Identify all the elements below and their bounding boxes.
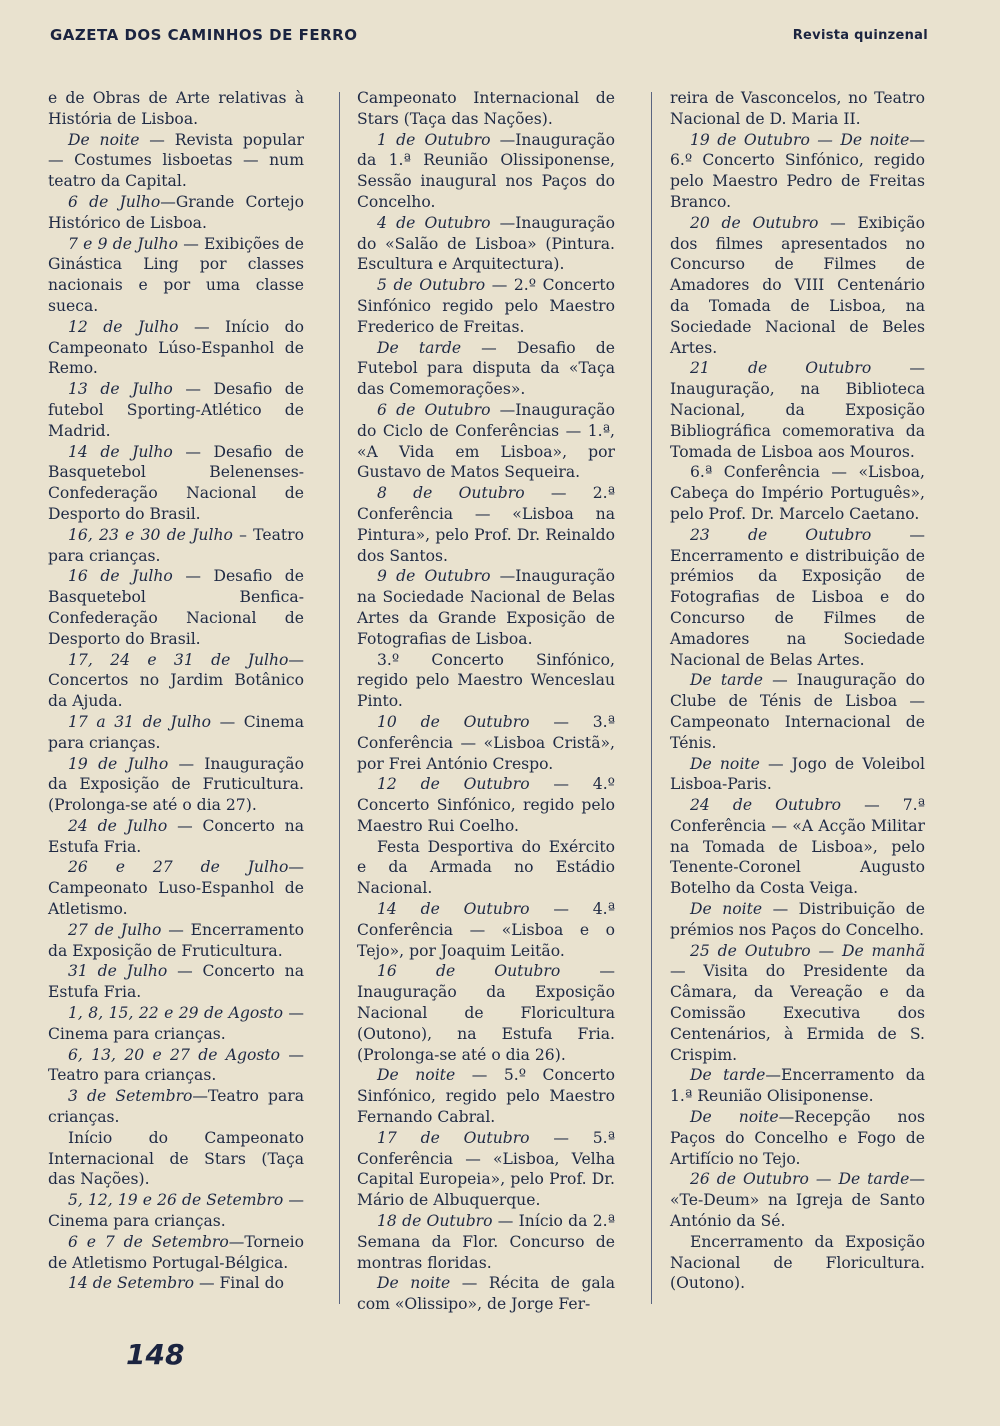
entry-text: — 2.ª Conferência — «Lisboa na Pintura», pelo Prof. Dr. Reinaldo dos Santos. — [357, 484, 615, 565]
entry-date: De noite — [68, 130, 140, 149]
entry-date: 13 de Julho — [68, 380, 173, 399]
entry-text: — Início do Campeonato Lúso-Espanhol de Remo. — [48, 317, 304, 378]
entry-date: 17 a 31 de Julho — [68, 712, 212, 731]
calendar-entry — [48, 754, 304, 816]
entry-text: — «Te-Deum» na Igreja de Santo António da Sé. — [670, 1170, 925, 1231]
entry-text: — Desafio de Basquetebol Belenenses-Confederação Nacional de Desporto do Brasil. — [48, 442, 304, 523]
text-column-1 — [48, 88, 304, 1294]
entry-date: 14 de Outubro — [377, 900, 530, 919]
calendar-entry — [48, 130, 304, 192]
entry-date: 16 de Julho — [68, 567, 173, 586]
calendar-entry — [357, 837, 615, 899]
entry-date: 25 de Outubro — De manhã — [690, 941, 925, 960]
journal-title: GAZETA DOS CAMINHOS DE FERRO — [50, 26, 358, 44]
calendar-entry — [48, 88, 304, 130]
entry-text: — Inauguração, na Biblioteca Nacional, da Exposição Bibliográfica comemorativa da Tomada de Lisboa aos Mouros. — [670, 359, 925, 461]
entry-text: — Revista popular — Costumes lisboetas — num teatro da Capital. — [48, 130, 304, 191]
entry-text: — 2.º Concerto Sinfónico regido pelo Maestro Frederico de Freitas. — [357, 276, 616, 336]
entry-text: — Exibição dos filmes apresentados no Concurso de Filmes de Amadores do VIII Centenário da Tomada de Lisboa, na Sociedade Nacional de Beles Artes. — [670, 213, 925, 357]
entry-date: 3 de Setembro — [68, 1087, 193, 1106]
entry-date: 16, 23 e 30 de Julho — [68, 525, 233, 544]
calendar-entry — [670, 1232, 925, 1294]
entry-text: — Desafio de futebol Sporting-Atlético de Madrid. — [48, 380, 304, 440]
calendar-entry — [670, 358, 925, 462]
calendar-entry — [357, 1128, 615, 1211]
entry-text: — 6.º Concerto Sinfónico, regido pelo Maestro Pedro de Freitas Branco. — [670, 130, 925, 211]
entry-date: 10 de Outubro — [377, 712, 530, 731]
entry-text: — Desafio de Futebol para disputa da «Taça das Comemorações». — [357, 338, 615, 399]
entry-date: 21 de Outubro — [690, 359, 872, 378]
entry-text: — 3.ª Conferência — «Lisboa Cristã», por Frei António Crespo. — [357, 712, 615, 773]
calendar-entry — [670, 1065, 925, 1107]
entry-text: — Campeonato Luso-Espanhol de Atletismo. — [48, 858, 304, 919]
entry-date: 5 de Outubro — [377, 276, 486, 295]
calendar-entry — [357, 566, 615, 649]
calendar-entry — [48, 442, 304, 525]
entry-text: Início do Campeonato Internacional de Stars (Taça das Nações). — [48, 1128, 304, 1189]
column-divider — [339, 92, 340, 1304]
text-column-3 — [670, 88, 925, 1294]
calendar-entry — [357, 213, 615, 275]
journal-subtitle: Revista quinzenal — [792, 28, 928, 43]
entry-text: — Cinema para crianças. — [48, 712, 305, 752]
calendar-entry — [48, 920, 304, 962]
entry-text: — Concerto na Estufa Fria. — [48, 962, 304, 1002]
entry-text: —Recepção nos Paços do Concelho e Fogo de Artifício no Tejo. — [670, 1108, 925, 1168]
calendar-entry — [357, 1273, 615, 1315]
calendar-entry — [48, 1273, 304, 1294]
entry-text: —Teatro para crianças. — [48, 1087, 305, 1127]
calendar-entry — [48, 712, 304, 754]
entry-text: — Distribuição de prémios nos Paços do Concelho. — [670, 900, 925, 939]
entry-date: 31 de Julho — [68, 962, 168, 981]
entry-date: 8 de Outubro — [377, 484, 525, 503]
entry-date: 19 de Outubro — De noite — [690, 130, 910, 149]
entry-date: 14 de Setembro — [68, 1274, 194, 1293]
calendar-entry — [670, 213, 925, 359]
entry-date: 17 de Outubro — [377, 1128, 530, 1147]
entry-date: 18 de Outubro — [377, 1212, 493, 1231]
entry-text: — Visita do Presidente da Câmara, da Vereação e da Comissão Executiva dos Centenários, à Ermida de S. Crispim. — [670, 962, 925, 1064]
calendar-entry — [357, 650, 615, 712]
entry-date: 17, 24 e 31 de Julho — [68, 650, 289, 669]
entry-text: 6.ª Conferência — «Lisboa, Cabeça do Império Português», pelo Prof. Dr. Marcelo Caetano. — [670, 463, 925, 523]
entry-date: 1, 8, 15, 22 e 29 de Agosto — [68, 1004, 283, 1023]
entry-text: — Concertos no Jardim Botânico da Ajuda. — [48, 650, 304, 711]
entry-date: 24 de Julho — [68, 816, 168, 835]
entry-date: De noite — [690, 1108, 779, 1127]
calendar-entry — [670, 941, 925, 1066]
calendar-entry — [670, 754, 925, 796]
entry-text: — 4.º Concerto Sinfónico, regido pelo Maestro Rui Coelho. — [357, 775, 615, 835]
entry-text: e de Obras de Arte relativas à História de Lisboa. — [48, 89, 304, 128]
calendar-entry — [48, 1086, 304, 1128]
calendar-entry — [357, 275, 615, 337]
entry-text: Encerramento da Exposição Nacional de Floricultura. (Outono). — [670, 1232, 925, 1293]
entry-text: —Grande Cortejo Histórico de Lisboa. — [48, 192, 304, 232]
calendar-entry — [48, 525, 304, 567]
calendar-entry — [670, 88, 925, 130]
calendar-entry — [357, 130, 615, 213]
calendar-entry — [48, 234, 304, 317]
entry-date: 7 e 9 de Julho — [68, 234, 178, 253]
entry-date: 5, 12, 19 e 26 de Setembro — [68, 1191, 284, 1210]
entry-text: — 5.º Concerto Sinfónico, regido pelo Maestro Fernando Cabral. — [357, 1066, 615, 1127]
entry-text: — Cinema para crianças. — [48, 1004, 304, 1043]
entry-date: De noite — [690, 754, 760, 773]
calendar-entry — [48, 1045, 304, 1087]
entry-text: — Final do — [193, 1274, 284, 1293]
entry-text: — Desafio de Basquetebol Benfica-Confederação Nacional de Desporto do Brasil. — [48, 567, 304, 648]
calendar-entry — [670, 670, 925, 753]
entry-date: De noite — [377, 1066, 456, 1085]
text-column-2 — [357, 88, 615, 1315]
calendar-entry — [357, 961, 615, 1065]
entry-text: —Inauguração do «Salão de Lisboa» (Pintura. Escultura e Arquitectura). — [357, 213, 615, 274]
entry-text: — Exibições de Ginástica Ling por classes nacionais e por uma classe sueca. — [48, 234, 304, 315]
entry-date: 24 de Outubro — [690, 796, 842, 815]
entry-text: —Inauguração da 1.ª Reunião Olissiponense, Sessão inaugural nos Paços do Concelho. — [357, 130, 615, 211]
entry-date: 12 de Outubro — [377, 775, 530, 794]
entry-date: De noite — [377, 1274, 451, 1293]
entry-date: 6 e 7 de Setembro — [68, 1232, 229, 1251]
entry-date: 6, 13, 20 e 27 de Agosto — [68, 1045, 281, 1064]
entry-text: 3.º Concerto Sinfónico, regido pelo Maestro Wenceslau Pinto. — [357, 650, 615, 711]
entry-text: — Inauguração da Exposição de Fruticultura. (Prolonga-se até o dia 27). — [48, 754, 304, 815]
calendar-entry — [48, 1128, 304, 1190]
calendar-entry — [357, 338, 615, 400]
entry-text: — Récita de gala com «Olissipo», de Jorge Fer- — [357, 1274, 616, 1314]
entry-date: 6 de Outubro — [377, 400, 491, 419]
calendar-entry — [48, 1003, 304, 1045]
entry-date: 26 e 27 de Julho — [68, 858, 289, 877]
entry-date: 6 de Julho — [68, 192, 161, 211]
calendar-entry — [670, 130, 925, 213]
entry-date: 20 de Outubro — [690, 213, 819, 232]
calendar-entry — [48, 650, 304, 712]
calendar-entry — [357, 1065, 615, 1127]
entry-date: 14 de Julho — [68, 442, 173, 461]
calendar-entry — [357, 712, 615, 774]
entry-date: 1 de Outubro — [377, 130, 491, 149]
calendar-entry — [357, 774, 615, 836]
entry-text: Campeonato Internacional de Stars (Taça das Nações). — [357, 89, 615, 128]
calendar-entry — [357, 1211, 615, 1273]
calendar-entry — [48, 1232, 304, 1274]
entry-text: — Inauguração do Clube de Ténis de Lisboa — Campeonato Internacional de Ténis. — [670, 671, 925, 752]
calendar-entry — [670, 795, 925, 899]
entry-text: — Cinema para crianças. — [48, 1191, 304, 1231]
page-header — [50, 26, 928, 48]
calendar-entry — [670, 1107, 925, 1169]
entry-date: De noite — [690, 900, 763, 919]
entry-text: Festa Desportiva do Exército e da Armada no Estádio Nacional. — [357, 837, 615, 898]
entry-text: — Encerramento da Exposição de Fruticultura. — [48, 920, 304, 960]
calendar-entry — [48, 566, 304, 649]
entry-date: 19 de Julho — [68, 754, 169, 773]
entry-date: 12 de Julho — [68, 317, 179, 336]
calendar-entry — [670, 462, 925, 524]
calendar-entry — [357, 483, 615, 566]
entry-date: De tarde — [690, 671, 764, 690]
entry-date: De tarde — [690, 1066, 766, 1085]
entry-date: 16 de Outubro — [377, 962, 561, 981]
calendar-entry — [357, 88, 615, 130]
entry-date: De tarde — [377, 338, 462, 357]
entry-text: —Encerramento da 1.ª Reunião Olisiponense. — [670, 1066, 925, 1106]
page-number: 148 — [126, 1338, 185, 1371]
entry-text: — 5.ª Conferência — «Lisboa, Velha Capital Europeia», pelo Prof. Dr. Mário de Albuquerque. — [357, 1128, 615, 1210]
entry-text: — Concerto na Estufa Fria. — [48, 816, 304, 856]
calendar-entry — [48, 317, 304, 379]
calendar-entry — [48, 379, 304, 441]
entry-text: — Encerramento e distribuição de prémios da Exposição de Fotografias de Lisboa e do Concurso de Filmes de Amadores na Sociedade Nacional de Belas Artes. — [670, 525, 925, 669]
calendar-entry — [670, 525, 925, 671]
entry-date: 23 de Outubro — [690, 525, 872, 544]
entry-text: — 4.ª Conferência — «Lisboa e o Tejo», por Joaquim Leitão. — [357, 900, 615, 960]
calendar-entry — [48, 857, 304, 919]
entry-date: 27 de Julho — [68, 920, 162, 939]
entry-text: — Teatro para crianças. — [48, 1045, 304, 1085]
entry-text: —Torneio de Atletismo Portugal-Bélgica. — [48, 1232, 304, 1272]
calendar-entry — [670, 899, 925, 941]
entry-date: 26 de Outubro — De tarde — [690, 1170, 910, 1189]
entry-text: – Teatro para crianças. — [48, 525, 304, 565]
entry-date: 4 de Outubro — [377, 213, 491, 232]
calendar-entry — [48, 192, 304, 234]
calendar-entry — [48, 961, 304, 1003]
calendar-entry — [670, 1169, 925, 1231]
entry-text: — Início da 2.ª Semana da Flor. Concurso de montras floridas. — [357, 1212, 615, 1272]
calendar-entry — [48, 816, 304, 858]
entry-text: — Jogo de Voleibol Lisboa-Paris. — [670, 754, 925, 794]
calendar-entry — [357, 899, 615, 961]
entry-text: —Inauguração na Sociedade Nacional de Belas Artes da Grande Exposição de Fotografias de Lisboa. — [357, 567, 615, 648]
entry-text: — 7.ª Conferência — «A Acção Militar na Tomada de Lisboa», pelo Tenente-Coronel Augusto Botelho da Costa Veiga. — [670, 796, 925, 898]
entry-text: reira de Vasconcelos, no Teatro Nacional de D. Maria II. — [670, 89, 925, 128]
entry-text: —Inauguração do Ciclo de Conferências — 1.ª, «A Vida em Lisboa», por Gustavo de Matos Sequeira. — [357, 400, 615, 482]
entry-date: 9 de Outubro — [377, 567, 491, 586]
column-divider — [651, 92, 652, 1304]
calendar-entry — [48, 1190, 304, 1232]
entry-text: — Inauguração da Exposição Nacional de Floricultura (Outono), na Estufa Fria. (Prolonga-se até o dia 26). — [357, 962, 615, 1064]
calendar-entry — [357, 400, 615, 483]
